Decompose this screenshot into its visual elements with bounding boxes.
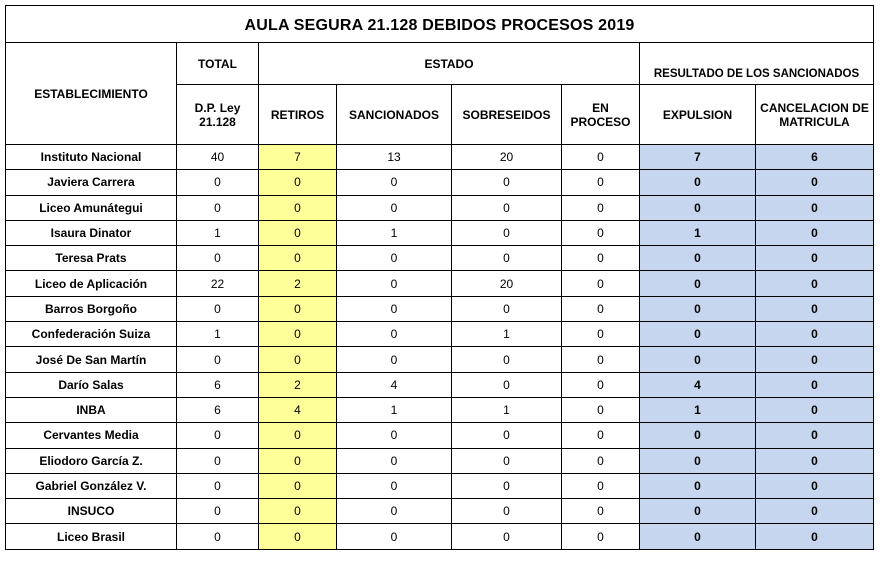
- cell-retiros: 2: [259, 372, 337, 397]
- cell-cancelacion: 0: [756, 296, 874, 321]
- cell-retiros: 0: [259, 347, 337, 372]
- cell-sancionados: 1: [337, 220, 452, 245]
- report-sheet: [5, 5, 874, 550]
- debidos-procesos-table: [5, 5, 874, 550]
- cell-total: 0: [177, 473, 259, 498]
- cell-cancelacion: 0: [756, 271, 874, 296]
- cell-cancelacion: 0: [756, 448, 874, 473]
- table-row: [6, 195, 874, 220]
- cell-expulsion: 0: [640, 246, 756, 271]
- cell-expulsion: 0: [640, 499, 756, 524]
- table-row: [6, 246, 874, 271]
- cell-establecimiento: Darío Salas: [6, 372, 177, 397]
- cell-establecimiento: Barros Borgoño: [6, 296, 177, 321]
- cell-total: 0: [177, 195, 259, 220]
- table-row: [6, 220, 874, 245]
- cell-sancionados: 0: [337, 473, 452, 498]
- cell-establecimiento: Liceo Amunátegui: [6, 195, 177, 220]
- cell-cancelacion: 0: [756, 473, 874, 498]
- cell-expulsion: 0: [640, 195, 756, 220]
- cell-retiros: 0: [259, 170, 337, 195]
- cell-establecimiento: Teresa Prats: [6, 246, 177, 271]
- table-row: [6, 372, 874, 397]
- cell-establecimiento: Confederación Suiza: [6, 322, 177, 347]
- cell-cancelacion: 0: [756, 423, 874, 448]
- cell-en-proceso: 0: [562, 448, 640, 473]
- cell-en-proceso: 0: [562, 271, 640, 296]
- cell-total: 0: [177, 423, 259, 448]
- header-total: TOTAL: [177, 43, 259, 85]
- cell-expulsion: 0: [640, 448, 756, 473]
- header-cancelacion: CANCELACION DE MATRICULA: [756, 85, 874, 145]
- cell-retiros: 0: [259, 220, 337, 245]
- cell-total: 6: [177, 397, 259, 422]
- cell-expulsion: 1: [640, 220, 756, 245]
- table-row: [6, 423, 874, 448]
- cell-sobreseidos: 0: [452, 372, 562, 397]
- cell-expulsion: 0: [640, 296, 756, 321]
- cell-expulsion: 0: [640, 271, 756, 296]
- cell-total: 40: [177, 145, 259, 170]
- table-row: [6, 296, 874, 321]
- cell-cancelacion: 0: [756, 195, 874, 220]
- cell-establecimiento: Liceo de Aplicación: [6, 271, 177, 296]
- header-sancionados: SANCIONADOS: [337, 85, 452, 145]
- cell-sobreseidos: 1: [452, 322, 562, 347]
- cell-sancionados: 0: [337, 423, 452, 448]
- cell-establecimiento: Liceo Brasil: [6, 524, 177, 549]
- cell-sancionados: 0: [337, 271, 452, 296]
- cell-establecimiento: Gabriel González V.: [6, 473, 177, 498]
- cell-expulsion: 1: [640, 397, 756, 422]
- cell-sobreseidos: 0: [452, 246, 562, 271]
- cell-sobreseidos: 0: [452, 347, 562, 372]
- cell-sancionados: 0: [337, 499, 452, 524]
- cell-total: 6: [177, 372, 259, 397]
- cell-sancionados: 0: [337, 170, 452, 195]
- cell-retiros: 0: [259, 448, 337, 473]
- cell-retiros: 0: [259, 423, 337, 448]
- table-row: [6, 322, 874, 347]
- cell-retiros: 0: [259, 195, 337, 220]
- cell-establecimiento: Instituto Nacional: [6, 145, 177, 170]
- cell-en-proceso: 0: [562, 322, 640, 347]
- cell-expulsion: 0: [640, 322, 756, 347]
- cell-en-proceso: 0: [562, 397, 640, 422]
- cell-cancelacion: 0: [756, 322, 874, 347]
- cell-cancelacion: 0: [756, 170, 874, 195]
- cell-cancelacion: 0: [756, 220, 874, 245]
- cell-sancionados: 1: [337, 397, 452, 422]
- cell-total: 0: [177, 499, 259, 524]
- cell-sobreseidos: 1: [452, 397, 562, 422]
- header-en-proceso: EN PROCESO: [562, 85, 640, 145]
- cell-sobreseidos: 0: [452, 524, 562, 549]
- cell-en-proceso: 0: [562, 195, 640, 220]
- cell-sobreseidos: 0: [452, 473, 562, 498]
- cell-en-proceso: 0: [562, 524, 640, 549]
- cell-sobreseidos: 0: [452, 423, 562, 448]
- cell-sancionados: 0: [337, 246, 452, 271]
- cell-en-proceso: 0: [562, 499, 640, 524]
- cell-cancelacion: 0: [756, 524, 874, 549]
- header-establecimiento: ESTABLECIMIENTO: [6, 43, 177, 145]
- cell-sancionados: 4: [337, 372, 452, 397]
- cell-sobreseidos: 0: [452, 170, 562, 195]
- cell-establecimiento: José De San Martín: [6, 347, 177, 372]
- cell-cancelacion: 6: [756, 145, 874, 170]
- cell-sobreseidos: 0: [452, 220, 562, 245]
- header-estado: ESTADO: [259, 43, 640, 85]
- cell-total: 0: [177, 347, 259, 372]
- cell-en-proceso: 0: [562, 170, 640, 195]
- table-row: [6, 524, 874, 549]
- cell-expulsion: 0: [640, 473, 756, 498]
- cell-en-proceso: 0: [562, 220, 640, 245]
- cell-retiros: 0: [259, 473, 337, 498]
- cell-retiros: 4: [259, 397, 337, 422]
- table-row: [6, 397, 874, 422]
- cell-sancionados: 0: [337, 524, 452, 549]
- cell-cancelacion: 0: [756, 499, 874, 524]
- cell-en-proceso: 0: [562, 296, 640, 321]
- cell-sancionados: 0: [337, 448, 452, 473]
- cell-en-proceso: 0: [562, 423, 640, 448]
- cell-expulsion: 0: [640, 170, 756, 195]
- header-expulsion: EXPULSION: [640, 85, 756, 145]
- cell-total: 1: [177, 322, 259, 347]
- cell-retiros: 0: [259, 524, 337, 549]
- cell-sobreseidos: 0: [452, 499, 562, 524]
- table-row: [6, 448, 874, 473]
- cell-sancionados: 13: [337, 145, 452, 170]
- cell-retiros: 7: [259, 145, 337, 170]
- cell-sancionados: 0: [337, 347, 452, 372]
- table-row: [6, 271, 874, 296]
- cell-sobreseidos: 20: [452, 271, 562, 296]
- cell-sobreseidos: 0: [452, 296, 562, 321]
- cell-total: 0: [177, 296, 259, 321]
- cell-expulsion: 4: [640, 372, 756, 397]
- cell-expulsion: 0: [640, 347, 756, 372]
- cell-establecimiento: Eliodoro García Z.: [6, 448, 177, 473]
- cell-retiros: 2: [259, 271, 337, 296]
- cell-cancelacion: 0: [756, 347, 874, 372]
- cell-sancionados: 0: [337, 322, 452, 347]
- cell-retiros: 0: [259, 322, 337, 347]
- table-row: [6, 347, 874, 372]
- cell-sobreseidos: 0: [452, 195, 562, 220]
- cell-total: 0: [177, 524, 259, 549]
- cell-expulsion: 0: [640, 423, 756, 448]
- cell-cancelacion: 0: [756, 397, 874, 422]
- cell-en-proceso: 0: [562, 347, 640, 372]
- cell-sobreseidos: 20: [452, 145, 562, 170]
- cell-sobreseidos: 0: [452, 448, 562, 473]
- cell-total: 0: [177, 448, 259, 473]
- cell-retiros: 0: [259, 296, 337, 321]
- cell-establecimiento: Cervantes Media: [6, 423, 177, 448]
- table-row: [6, 170, 874, 195]
- cell-en-proceso: 0: [562, 473, 640, 498]
- cell-en-proceso: 0: [562, 145, 640, 170]
- cell-total: 0: [177, 246, 259, 271]
- cell-cancelacion: 0: [756, 246, 874, 271]
- cell-establecimiento: Isaura Dinator: [6, 220, 177, 245]
- cell-establecimiento: Javiera Carrera: [6, 170, 177, 195]
- cell-en-proceso: 0: [562, 246, 640, 271]
- table-row: [6, 145, 874, 170]
- table-row: [6, 499, 874, 524]
- cell-en-proceso: 0: [562, 372, 640, 397]
- cell-sancionados: 0: [337, 296, 452, 321]
- cell-retiros: 0: [259, 246, 337, 271]
- cell-expulsion: 7: [640, 145, 756, 170]
- cell-expulsion: 0: [640, 524, 756, 549]
- table-row: [6, 473, 874, 498]
- header-dp-ley: D.P. Ley 21.128: [177, 85, 259, 145]
- cell-establecimiento: INSUCO: [6, 499, 177, 524]
- cell-total: 1: [177, 220, 259, 245]
- cell-retiros: 0: [259, 499, 337, 524]
- cell-total: 22: [177, 271, 259, 296]
- cell-total: 0: [177, 170, 259, 195]
- cell-sancionados: 0: [337, 195, 452, 220]
- header-sobreseidos: SOBRESEIDOS: [452, 85, 562, 145]
- cell-cancelacion: 0: [756, 372, 874, 397]
- header-resultado: RESULTADO DE LOS SANCIONADOS: [640, 43, 874, 85]
- table-body: [6, 145, 874, 550]
- table-title: AULA SEGURA 21.128 DEBIDOS PROCESOS 2019: [6, 6, 874, 43]
- header-retiros: RETIROS: [259, 85, 337, 145]
- cell-establecimiento: INBA: [6, 397, 177, 422]
